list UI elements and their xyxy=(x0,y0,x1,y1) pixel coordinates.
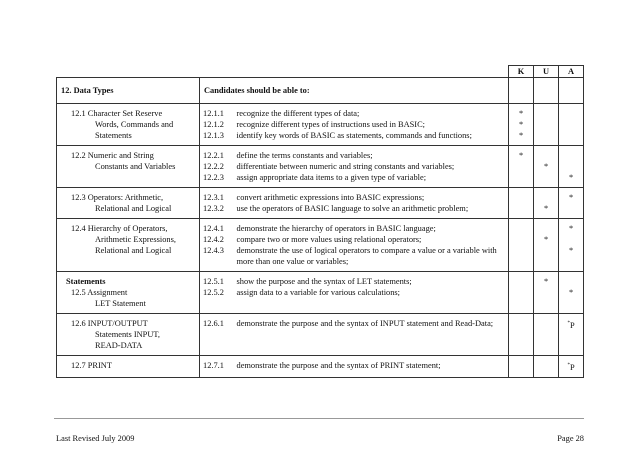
a-mark: * xyxy=(568,193,574,202)
objective-number: 12.5.1 xyxy=(203,277,224,286)
a-mark: * xyxy=(568,246,574,255)
k-mark xyxy=(509,223,533,234)
objective-description: recognize the different types of data; xyxy=(236,109,360,118)
objective-numbers xyxy=(200,272,233,314)
k-mark: * xyxy=(518,151,524,160)
objective-number: 12.3.1 xyxy=(203,193,224,202)
objective-description: differentiate between numeric and string constants and variables; xyxy=(236,162,455,171)
objective-number: 12.4.3 xyxy=(203,246,224,255)
a-cell xyxy=(559,356,584,378)
k-mark: * xyxy=(518,109,524,118)
u-mark xyxy=(534,130,558,141)
topic-line: Statements xyxy=(95,131,132,140)
objective-description: demonstrate the purpose and the syntax of INPUT statement and Read-Data; xyxy=(236,319,494,328)
u-mark: * xyxy=(543,235,549,244)
objective-descriptions xyxy=(233,356,509,378)
u-cell xyxy=(534,188,559,219)
objective-number: 12.4.2 xyxy=(203,235,224,244)
section-title: 12. Data Types xyxy=(57,78,200,104)
k-cell xyxy=(509,272,534,314)
topic-cell xyxy=(57,146,200,188)
table-row xyxy=(57,272,584,314)
candidates-heading: Candidates should be able to: xyxy=(200,78,509,104)
u-mark xyxy=(534,172,558,183)
u-mark xyxy=(534,360,558,371)
objective-number: 12.6.1 xyxy=(203,319,224,328)
topic-cell xyxy=(57,188,200,219)
a-mark xyxy=(559,318,583,331)
practical-mark: P xyxy=(569,362,575,372)
topic-line: 12.7 PRINT xyxy=(71,361,112,370)
objective-number: 12.4.1 xyxy=(203,224,224,233)
u-mark xyxy=(534,245,558,256)
objective-number: 12.5.2 xyxy=(203,288,224,297)
syllabus-table xyxy=(56,65,584,378)
a-mark xyxy=(559,360,583,373)
u-mark: * xyxy=(543,277,549,286)
objective-numbers xyxy=(200,314,233,356)
k-cell xyxy=(509,356,534,378)
k-cell xyxy=(509,188,534,219)
k-mark xyxy=(509,203,533,214)
topic-line: 12.2 Numeric and String xyxy=(71,151,154,160)
u-cell xyxy=(534,219,559,272)
k-cell xyxy=(509,219,534,272)
k-mark xyxy=(509,245,533,256)
table-row xyxy=(57,219,584,272)
u-mark xyxy=(534,287,558,298)
u-mark: * xyxy=(543,204,549,213)
k-cell xyxy=(509,104,534,146)
objective-number: 12.1.1 xyxy=(203,109,224,118)
u-cell xyxy=(534,356,559,378)
a-cell xyxy=(559,78,584,104)
objective-number: 12.3.2 xyxy=(203,204,224,213)
u-mark xyxy=(534,119,558,130)
k-mark xyxy=(509,234,533,245)
k-cell xyxy=(509,314,534,356)
u-cell xyxy=(534,146,559,188)
objective-number: 12.7.1 xyxy=(203,361,224,370)
topic-cell xyxy=(57,104,200,146)
u-cell xyxy=(534,272,559,314)
footer-revision: Last Revised July 2009 xyxy=(56,434,135,443)
u-mark xyxy=(534,192,558,203)
a-mark: * xyxy=(568,288,574,297)
topic-cell xyxy=(57,314,200,356)
practical-mark: P xyxy=(569,320,575,330)
objective-description: assign appropriate data items to a given type of variable; xyxy=(236,173,427,182)
topic-line: LET Statement xyxy=(95,299,146,308)
a-cell xyxy=(559,219,584,272)
section-title-row xyxy=(57,78,584,104)
a-cell xyxy=(559,272,584,314)
practical-asterisk: * xyxy=(567,363,570,368)
u-header: U xyxy=(534,66,559,78)
objective-descriptions xyxy=(233,219,509,272)
objective-descriptions xyxy=(233,272,509,314)
u-cell xyxy=(534,104,559,146)
objective-descriptions xyxy=(233,188,509,219)
practical-asterisk: * xyxy=(567,321,570,326)
objective-number: 12.2.1 xyxy=(203,151,224,160)
a-mark xyxy=(559,276,583,287)
header-spacer xyxy=(57,66,509,78)
u-mark xyxy=(534,223,558,234)
table-row xyxy=(57,146,584,188)
objective-description: demonstrate the hierarchy of operators in BASIC language; xyxy=(236,224,436,233)
a-cell xyxy=(559,314,584,356)
a-header: A xyxy=(559,66,584,78)
u-cell xyxy=(534,314,559,356)
objective-description: demonstrate the purpose and the syntax of PRINT statement; xyxy=(236,361,441,370)
k-header: K xyxy=(509,66,534,78)
a-mark xyxy=(559,108,583,119)
topic-heading: Statements xyxy=(66,277,106,286)
a-mark xyxy=(559,130,583,141)
topic-line: Relational and Logical xyxy=(95,204,172,213)
k-mark: * xyxy=(518,120,524,129)
objective-description: use the operators of BASIC language to solve an arithmetic problem; xyxy=(236,204,469,213)
topic-line: Words, Commands and xyxy=(95,120,174,129)
topic-line: Relational and Logical xyxy=(95,246,172,255)
objective-description: show the purpose and the syntax of LET statements; xyxy=(236,277,412,286)
a-cell xyxy=(559,188,584,219)
objective-number: 12.2.2 xyxy=(203,162,224,171)
topic-line: Statements INPUT, xyxy=(95,330,160,339)
topic-line: 12.1 Character Set Reserve xyxy=(71,109,163,118)
objective-description: assign data to a variable for various calculations; xyxy=(236,288,400,297)
u-mark: * xyxy=(543,162,549,171)
topic-cell xyxy=(57,219,200,272)
topic-line: 12.5 Assignment xyxy=(71,288,128,297)
objective-number: 12.1.3 xyxy=(203,131,224,140)
topic-cell xyxy=(57,272,200,314)
table-row xyxy=(57,314,584,356)
objective-description: identify key words of BASIC as statements, commands and functions; xyxy=(236,131,472,140)
objective-description: convert arithmetic expressions into BASIC expressions; xyxy=(236,193,425,202)
objective-number: 12.1.2 xyxy=(203,120,224,129)
k-mark xyxy=(509,287,533,298)
a-mark xyxy=(559,150,583,161)
a-mark xyxy=(559,161,583,172)
k-mark xyxy=(509,360,533,371)
u-mark xyxy=(534,108,558,119)
u-cell xyxy=(534,78,559,104)
footer-page-number: Page 28 xyxy=(557,434,584,443)
topic-line: 12.6 INPUT/OUTPUT xyxy=(71,319,148,328)
table-row xyxy=(57,188,584,219)
a-mark xyxy=(559,119,583,130)
objective-description: define the terms constants and variables; xyxy=(236,151,373,160)
k-mark xyxy=(509,192,533,203)
a-cell xyxy=(559,146,584,188)
u-mark xyxy=(534,318,558,329)
k-mark xyxy=(509,161,533,172)
k-mark: * xyxy=(518,131,524,140)
objective-numbers xyxy=(200,219,233,272)
kua-header-row xyxy=(57,66,584,78)
objective-descriptions xyxy=(233,104,509,146)
objective-numbers xyxy=(200,104,233,146)
topic-line: 12.4 Hierarchy of Operators, xyxy=(71,224,168,233)
objective-description: compare two or more values using relational operators; xyxy=(236,235,422,244)
topic-line: Arithmetic Expressions, xyxy=(95,235,176,244)
u-mark xyxy=(534,150,558,161)
objective-descriptions xyxy=(233,314,509,356)
objective-description: recognize different types of instructions used in BASIC; xyxy=(236,120,425,129)
a-cell xyxy=(559,104,584,146)
objective-numbers xyxy=(200,356,233,378)
a-mark xyxy=(559,203,583,214)
table-row xyxy=(57,104,584,146)
k-mark xyxy=(509,172,533,183)
a-mark: * xyxy=(568,173,574,182)
topic-line: 12.3 Operators: Arithmetic, xyxy=(71,193,164,202)
objective-number: 12.2.3 xyxy=(203,173,224,182)
topic-line: READ-DATA xyxy=(95,341,143,350)
objective-numbers xyxy=(200,146,233,188)
topic-line: Constants and Variables xyxy=(95,162,176,171)
k-mark xyxy=(509,276,533,287)
objective-description: demonstrate the use of logical operators to compare a value or a variable with more than one value or variables; xyxy=(236,246,497,266)
table-row xyxy=(57,356,584,378)
a-mark xyxy=(559,234,583,245)
a-mark: * xyxy=(568,224,574,233)
footer-rule xyxy=(54,418,584,419)
k-cell xyxy=(509,146,534,188)
objective-numbers xyxy=(200,188,233,219)
k-cell xyxy=(509,78,534,104)
topic-cell xyxy=(57,356,200,378)
k-mark xyxy=(509,318,533,329)
objective-descriptions xyxy=(233,146,509,188)
